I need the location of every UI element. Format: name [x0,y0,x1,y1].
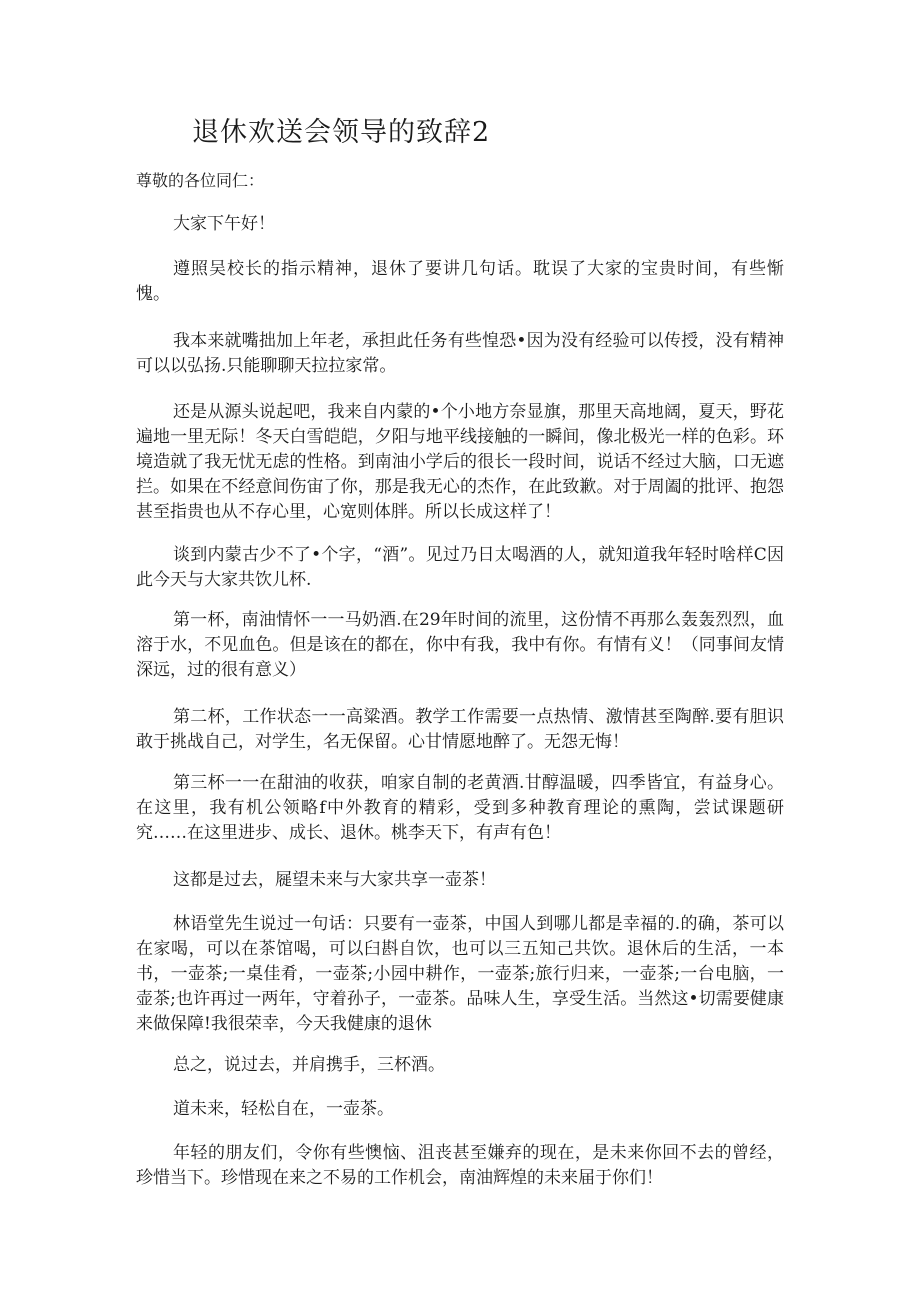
paragraph-humble: 我本来就嘴拙加上年老，承担此任务有些惶恐•因为没有经验可以传授，没有精神可以以弘扬.只能聊聊天拉拉家常。 [136,331,784,376]
paragraph-opening: 遵照吴校长的指示精神，退休了要讲几句话。耽误了大家的宝贵时间，有些惭愧。 [136,259,784,304]
document-title: 退休欢送会领导的致辞2 [192,117,491,148]
paragraph-future: 道未来，轻松自在，一壶茶。 [173,1099,394,1119]
paragraph-wine-intro: 谈到内蒙古少不了•个字，“酒”。见过乃日太喝酒的人，就知道我年轻时啥样C因此今天与大家共饮儿杯. [136,545,784,590]
paragraph-future-tea: 这都是过去，屣望未来与大家共享一壶茶！ [173,870,496,890]
paragraph-third-cup: 第三杯一一在甜油的收获，咱家自制的老黄酒.甘醇温暖，四季皆宜，有益身心。在这里，我有机公领略f中外教育的精彩，受到多种教育理论的熏陶，尝试课题研究……在这里进步、成长、退休。桃李天下，有声有色！ [136,773,784,843]
paragraph-greeting: 大家下午好！ [173,214,275,234]
paragraph-lin-yutang: 林语堂先生说过一句话：只要有一壶茶，中国人到哪儿都是幸福的.的确，茶可以在家喝，可以在茶馆喝，可以臼斟自饮，也可以三五知己共饮。退休后的生活，一本书，一壶茶;一桌佳肴，一壶茶;小园中耕作，一壶茶;旅行归来，一壶茶;一台电脑，一壶茶;也许再过一两年，守着孙子，一壶茶。品味人生，享受生活。当然这•切需要健康来做保障!我很荣幸，今天我健康的退休 [136,914,784,1034]
paragraph-first-cup: 第一杯，南油情怀一一马奶酒.在29年时间的流里，这份情不再那么轰轰烈烈，血溶于水，不见血色。但是该在的都在，你中有我，我中有你。有情有义！（同事间友情深远，过的很有意义） [136,610,784,680]
salutation: 尊敬的各位同仁： [136,171,265,190]
paragraph-second-cup: 第二杯，工作状态一一高粱酒。教学工作需要一点热情、激情甚至陶醉.要有胆识敢于挑战自己，对学生，名无保留。心甘情愿地醉了。无怨无悔！ [136,707,784,752]
paragraph-summary: 总之，说过去，并肩携手，三杯酒。 [173,1055,445,1075]
paragraph-origin: 还是从源头说起吧，我来自内蒙的•个小地方奈显旗，那里天高地阔，夏天，野花遍地一里无际！冬天白雪皑皑，夕阳与地平线接触的一瞬间，像北极光一样的色彩。环境造就了我无忧无虑的性格。到南油小学后的很长一段时间，说话不经过大脑，口无遮拦。如果在不经意间伤宙了你，那是我无心的杰作，在此致歉。对于周阖的批评、抱怨甚至指贵也从不存心里，心宽则体胖。所以长成这样了！ [136,402,784,522]
paragraph-young-friends: 年轻的朋友们，令你有些懊恼、沮丧甚至嫌弃的现在，是未来你回不去的曾经，珍惜当下。珍惜现在来之不易的工作机会，南油辉煌的未来届于你们！ [136,1143,784,1188]
